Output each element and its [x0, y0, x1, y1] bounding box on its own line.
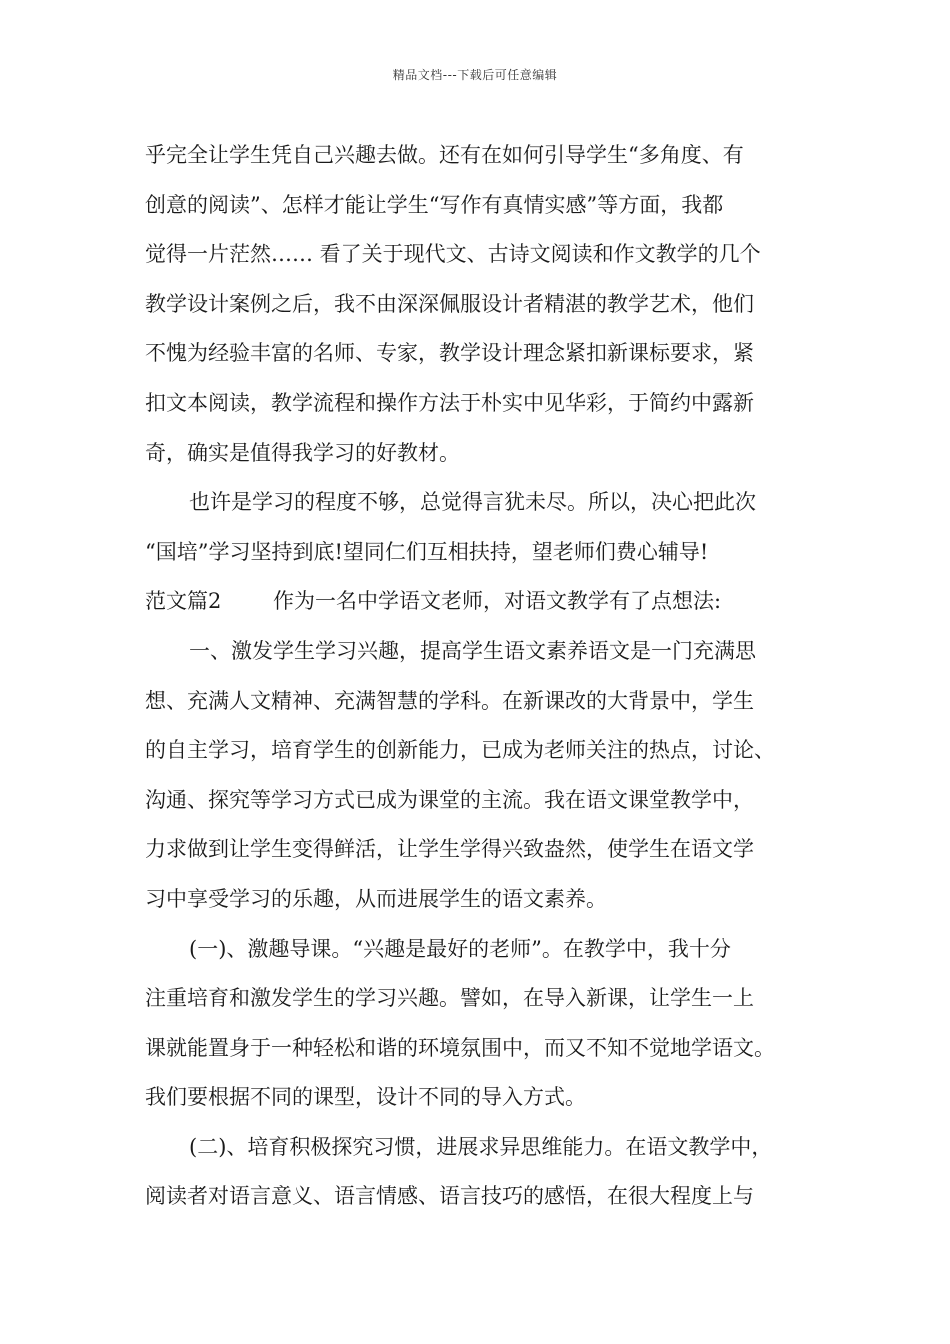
text-line: 乎完全让学生凭自己兴趣去做。还有在如何引导学生“多角度、有: [145, 143, 744, 167]
paragraph-first-line: 一、激发学生学习兴趣，提高学生语文素养语文是一门充满思: [189, 638, 756, 663]
text-line: 阅读者对语言意义、语言情感、语言技巧的感悟，在很大程度上与: [145, 1184, 754, 1209]
text-line: 奇，确实是值得我学习的好教材。: [145, 440, 460, 465]
paragraph-first-line: 也许是学习的程度不够，总觉得言犹未尽。所以，决心把此次: [189, 490, 756, 515]
page-header: 精品文档---下载后可任意编辑: [392, 68, 558, 82]
paragraph-first-line: (二)、培育积极探究习惯，进展求异思维能力。在语文教学中，: [189, 1134, 773, 1159]
text-line: 习中享受学习的乐趣，从而进展学生的语文素养。: [145, 886, 607, 911]
text-line: 注重培育和激发学生的学习兴趣。譬如，在导入新课，让学生一上: [145, 986, 754, 1011]
document-body: [145, 131, 815, 1222]
section-heading-text: 作为一名中学语文老师，对语文教学有了点想法:: [273, 589, 722, 614]
text-line: 课就能置身于一种轻松和谐的环境氛围中，而又不知不觉地学语文。: [145, 1035, 775, 1060]
text-line: 不愧为经验丰富的名师、专家，教学设计理念紧扣新课标要求，紧: [145, 341, 754, 366]
paragraph-first-line: (一)、激趣导课。“兴趣是最好的老师”。在教学中，我十分: [189, 936, 731, 961]
text-line: 的自主学习，培育学生的创新能力，已成为老师关注的热点，讨论、: [145, 738, 775, 763]
section-label: 范文篇2: [145, 589, 222, 614]
text-line: 创意的阅读”、怎样才能让学生“写作有真情实感”等方面，我都: [145, 192, 724, 217]
section-heading-line: [145, 577, 815, 627]
text-line: “国培”学习坚持到底!望同仁们互相扶持，望老师们费心辅导!: [145, 539, 709, 564]
text-line: 觉得一片茫然…… 看了关于现代文、古诗文阅读和作文教学的几个: [145, 242, 761, 267]
text-line: 扣文本阅读，教学流程和操作方法于朴实中见华彩，于简约中露新: [145, 390, 754, 415]
text-line: 力求做到让学生变得鲜活，让学生学得兴致盎然，使学生在语文学: [145, 837, 754, 862]
text-line: 我们要根据不同的课型，设计不同的导入方式。: [145, 1085, 586, 1110]
text-line: 想、充满人文精神、充满智慧的学科。在新课改的大背景中，学生: [145, 688, 754, 713]
text-line: 沟通、探究等学习方式已成为课堂的主流。我在语文课堂教学中，: [145, 787, 754, 812]
text-line: 教学设计案例之后，我不由深深佩服设计者精湛的教学艺术，他们: [145, 291, 754, 316]
